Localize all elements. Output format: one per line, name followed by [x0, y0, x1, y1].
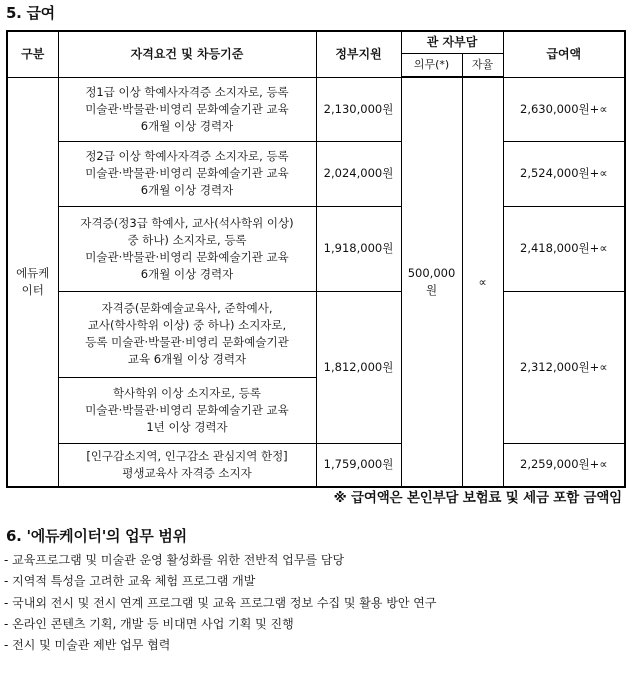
- gov-support-cell: 1,812,000원: [316, 291, 401, 443]
- header-mandatory: 의무(*): [401, 53, 462, 77]
- header-self-burden: 관 자부담: [401, 31, 503, 53]
- qualification-cell: [58, 377, 316, 443]
- salary-cell: 2,630,000원+∝: [503, 77, 625, 141]
- qualification-line: 정2급 이상 학예사자격증 소지자로, 등록: [85, 149, 289, 163]
- qualification-line: 등록 미술관·박물관·비영리 문화예술기관: [85, 335, 289, 349]
- qualification-cell: [58, 77, 316, 141]
- header-salary: 급여액: [503, 31, 625, 77]
- qualification-line: 미술관·박물관·비영리 문화예술기관 교육: [85, 101, 289, 116]
- duty-item: - 전시 및 미술관 제반 업무 협력: [4, 638, 171, 653]
- qualification-line: 미술관·박물관·비영리 문화예술기관 교육: [85, 249, 289, 264]
- section-6-title: 6. '에듀케이터'의 업무 범위: [6, 527, 187, 545]
- qualification-line: 자격증(문화예술교육사, 준학예사,: [101, 301, 273, 315]
- qualification-line: 학사학위 이상 소지자로, 등록: [113, 385, 261, 400]
- qualification-line: 교사(학사학위 이상) 중 하나) 소지자로,: [87, 318, 287, 332]
- qualification-line: 1년 이상 경력자: [146, 419, 228, 434]
- gov-support-cell: 1,759,000원: [316, 443, 401, 487]
- qualification-line: 평생교육사 자격증 소지자: [122, 465, 252, 480]
- gov-support-cell: 2,130,000원: [316, 77, 401, 141]
- qualification-line: 미술관·박물관·비영리 문화예술기관 교육: [85, 402, 289, 417]
- qualification-line: 6개월 이상 경력자: [140, 266, 234, 281]
- qualification-line: 미술관·박물관·비영리 문화예술기관 교육: [85, 166, 289, 180]
- qualification-line: 자격증(정3급 학예사, 교사(석사학위 이상): [80, 215, 294, 230]
- self-burden-voluntary-cell: ∝: [462, 77, 503, 487]
- qualification-line: [인구감소지역, 인구감소 관심지역 한정]: [86, 448, 288, 463]
- qualification-cell: [58, 206, 316, 291]
- qualification-cell: [58, 291, 316, 377]
- header-gov-support: 정부지원: [316, 31, 401, 77]
- salary-cell: 2,312,000원+∝: [503, 291, 625, 443]
- duty-item: - 지역적 특성을 고려한 교육 체험 프로그램 개발: [4, 574, 256, 589]
- salary-cell: 2,418,000원+∝: [503, 206, 625, 291]
- qualification-line: 6개월 이상 경력자: [140, 183, 234, 197]
- salary-cell: 2,524,000원+∝: [503, 141, 625, 206]
- category-cell: [7, 77, 58, 487]
- qualification-line: 6개월 이상 경력자: [140, 118, 234, 133]
- duty-item: - 교육프로그램 및 미술관 운영 활성화를 위한 전반적 업무를 담당: [4, 553, 345, 567]
- duty-item: - 온라인 콘텐츠 기획, 개발 등 비대면 사업 기획 및 진행: [4, 616, 294, 631]
- gov-support-cell: 1,918,000원: [316, 206, 401, 291]
- duty-item: - 국내외 전시 및 전시 연계 프로그램 및 교육 프로그램 정보 수집 및 활용 방안 연구: [4, 595, 437, 610]
- duty-list: [4, 550, 437, 656]
- qualification-cell: [58, 141, 316, 206]
- gov-support-cell: 2,024,000원: [316, 141, 401, 206]
- salary-note: ※ 급여액은 본인부담 보험료 및 세금 포함 금액임: [333, 490, 622, 506]
- salary-cell: 2,259,000원+∝: [503, 443, 625, 487]
- qualification-line: 정1급 이상 학예사자격증 소지자로, 등록: [85, 84, 289, 99]
- header-voluntary: 자율: [462, 53, 503, 77]
- category-value: 에듀케이터: [16, 265, 50, 297]
- self-burden-mandatory-cell: 500,000원: [401, 77, 462, 487]
- salary-table: [6, 30, 626, 488]
- header-qualification: 자격요건 및 차등기준: [58, 31, 316, 77]
- qualification-cell: [58, 443, 316, 487]
- qualification-line: 교육 6개월 이상 경력자: [127, 352, 247, 366]
- section-5-title: 5. 급여: [6, 4, 55, 22]
- qualification-line: 중 하나) 소지자로, 등록: [127, 232, 247, 247]
- header-category: 구분: [7, 31, 58, 77]
